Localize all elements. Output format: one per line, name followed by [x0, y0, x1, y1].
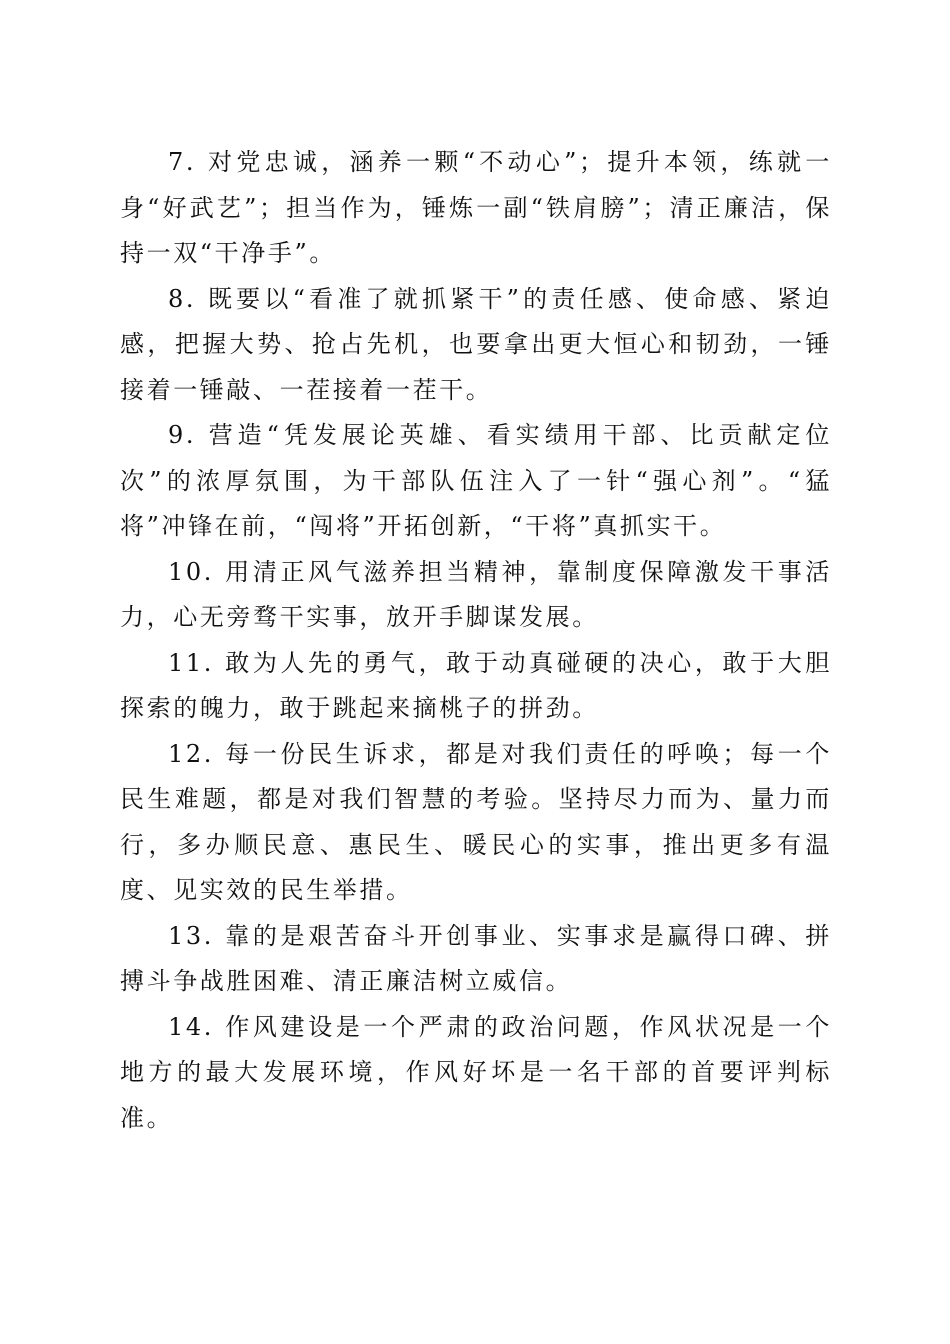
paragraph-12: 12. 每一份民生诉求，都是对我们责任的呼唤；每一个民生难题，都是对我们智慧的考验。坚持尽力而为、量力而行，多办顺民意、惠民生、暖民心的实事，推出更多有温度、见实效的民生举措。: [120, 739, 832, 904]
paragraph-14: 14. 作风建设是一个严肃的政治问题，作风状况是一个地方的最大发展环境，作风好坏是一名干部的首要评判标准。: [120, 1012, 832, 1132]
paragraph-10: 10. 用清正风气滋养担当精神，靠制度保障激发干事活力，心无旁骛干实事，放开手脚谋发展。: [120, 557, 832, 631]
paragraph-8: 8. 既要以“看准了就抓紧干”的责任感、使命感、紧迫感，把握大势、抢占先机，也要拿出更大恒心和韧劲，一锤接着一锤敲、一茬接着一茬干。: [120, 284, 832, 404]
paragraph-7: 7. 对党忠诚，涵养一颗“不动心”；提升本领，练就一身“好武艺”；担当作为，锤炼一副“铁肩膀”；清正廉洁，保持一双“干净手”。: [120, 148, 832, 267]
paragraph-13: 13. 靠的是艰苦奋斗开创事业、实事求是赢得口碑、拼搏斗争战胜困难、清正廉洁树立威信。: [120, 921, 832, 995]
paragraph-9: 9. 营造“凭发展论英雄、看实绩用干部、比贡献定位次”的浓厚氛围，为干部队伍注入了一针“强心剂”。“猛将”冲锋在前，“闯将”开拓创新，“干将”真抓实干。: [120, 421, 832, 540]
document-body: [120, 140, 832, 1141]
paragraph-11: 11. 敢为人先的勇气，敢于动真碰硬的决心，敢于大胆探索的魄力，敢于跳起来摘桃子的拼劲。: [120, 648, 832, 722]
